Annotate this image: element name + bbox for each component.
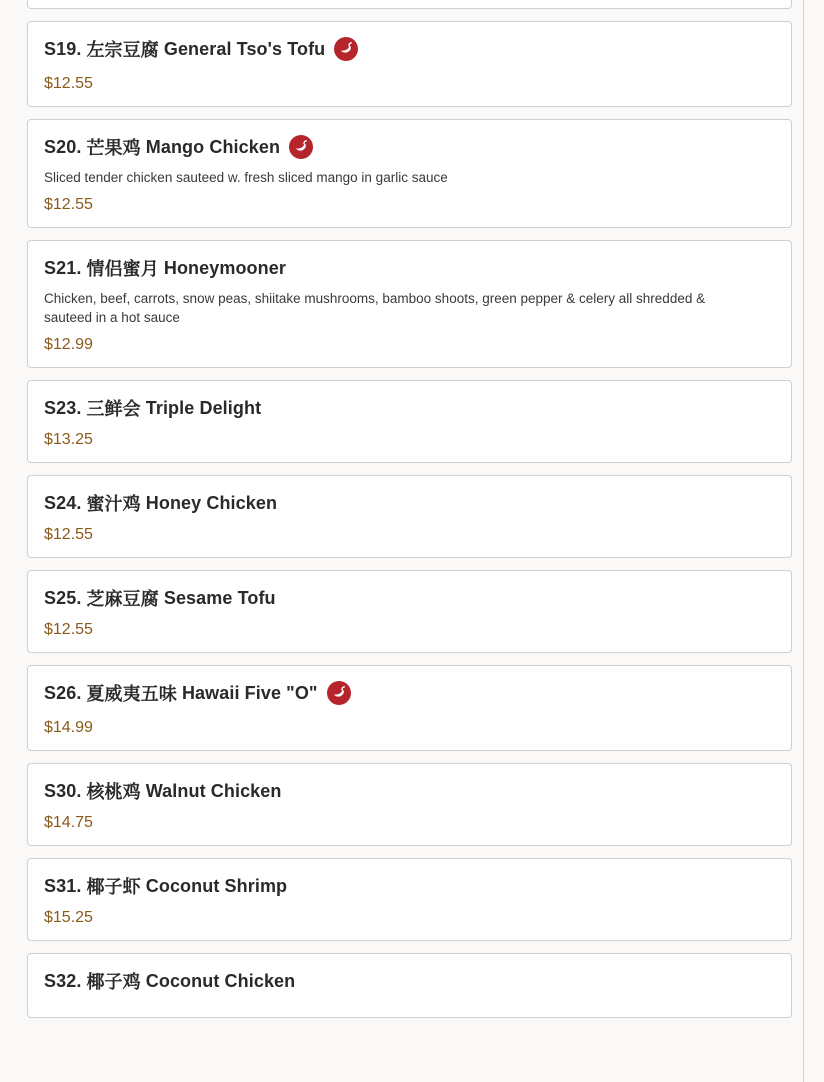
menu-item-chinese-name: 芝麻豆腐: [86, 589, 159, 609]
menu-item-chinese-name: 左宗豆腐: [86, 40, 159, 60]
menu-item-code: S31.: [44, 875, 82, 896]
menu-item-name: Coconut Chicken: [145, 970, 296, 991]
menu-item-card-partial[interactable]: [27, 0, 792, 9]
menu-item-price: $12.55: [44, 526, 93, 543]
menu-item-description: Sliced tender chicken sauteed w. fresh sliced mango in garlic sauce: [44, 170, 448, 185]
menu-item-name: Coconut Shrimp: [145, 875, 288, 896]
menu-item-name: Mango Chicken: [145, 136, 281, 157]
menu-item-chinese-name: 椰子鸡: [86, 972, 141, 992]
menu-item-title-row: [44, 255, 775, 281]
menu-item-chinese-name: 核桃鸡: [86, 782, 141, 802]
menu-item-code: S26.: [44, 682, 82, 703]
menu-item-chinese-name: 椰子虾: [86, 877, 141, 897]
menu-item-name: Triple Delight: [145, 397, 262, 418]
menu-item-title-row: [44, 680, 775, 706]
menu-item-card[interactable]: [27, 570, 792, 653]
menu-item-card[interactable]: [27, 21, 792, 107]
menu-item-card[interactable]: [27, 240, 792, 368]
menu-item-chinese-name: 蜜汁鸡: [86, 494, 141, 514]
menu-item-card[interactable]: [27, 665, 792, 751]
menu-item-name: Honey Chicken: [145, 492, 278, 513]
menu-item-code: S25.: [44, 587, 82, 608]
menu-item-chinese-name: 夏威夷五味: [86, 684, 177, 704]
menu-item-price: [44, 994, 775, 1017]
menu-item-code: S19.: [44, 38, 82, 59]
menu-item-code: S20.: [44, 136, 82, 157]
menu-item-price: $12.55: [44, 621, 93, 638]
menu-item-price: $12.55: [44, 196, 93, 213]
menu-item-price: $12.99: [44, 336, 93, 353]
menu-item-code: S23.: [44, 397, 82, 418]
menu-item-chinese-name: 芒果鸡: [86, 138, 141, 158]
menu-item-title-row: [44, 490, 775, 516]
menu-item-card[interactable]: [27, 858, 792, 941]
chili-pepper-icon: [289, 135, 313, 159]
menu-item-code: S24.: [44, 492, 82, 513]
menu-item-card[interactable]: [27, 380, 792, 463]
menu-item-price: $12.55: [44, 75, 93, 92]
menu-item-card[interactable]: [27, 119, 792, 228]
menu-item-title-row: [44, 585, 775, 611]
menu-item-chinese-name: 情侣蜜月: [86, 259, 159, 279]
menu-item-title-row: [44, 778, 775, 804]
menu-item-name: Hawaii Five "O": [181, 682, 318, 703]
menu-item-price: $15.25: [44, 909, 93, 926]
menu-item-code: S30.: [44, 780, 82, 801]
menu-item-title-row: [44, 134, 775, 160]
scrollbar-track[interactable]: [803, 0, 804, 1082]
menu-item-card[interactable]: [27, 763, 792, 846]
menu-item-card[interactable]: [27, 475, 792, 558]
menu-item-price: $14.75: [44, 814, 93, 831]
menu-item-code: S21.: [44, 257, 82, 278]
menu-item-list: [27, 0, 792, 1030]
menu-item-code: S32.: [44, 970, 82, 991]
chili-pepper-icon: [334, 37, 358, 61]
menu-item-title-row: [44, 968, 775, 994]
menu-item-chinese-name: 三鲜会: [86, 399, 141, 419]
menu-item-title-row: [44, 873, 775, 899]
menu-item-title-row: [44, 36, 775, 62]
menu-item-card[interactable]: [27, 953, 792, 1018]
menu-item-name: General Tso's Tofu: [163, 38, 326, 59]
menu-item-price: $13.25: [44, 431, 93, 448]
menu-item-name: Honeymooner: [163, 257, 286, 278]
menu-item-description: Chicken, beef, carrots, snow peas, shiitake mushrooms, bamboo shoots, green pepper & celery all shredded & sauteed in a hot sauce: [44, 291, 706, 325]
menu-item-name: Walnut Chicken: [145, 780, 282, 801]
menu-item-title-row: [44, 395, 775, 421]
menu-item-name: Sesame Tofu: [163, 587, 276, 608]
chili-pepper-icon: [327, 681, 351, 705]
menu-item-price: $14.99: [44, 719, 93, 736]
